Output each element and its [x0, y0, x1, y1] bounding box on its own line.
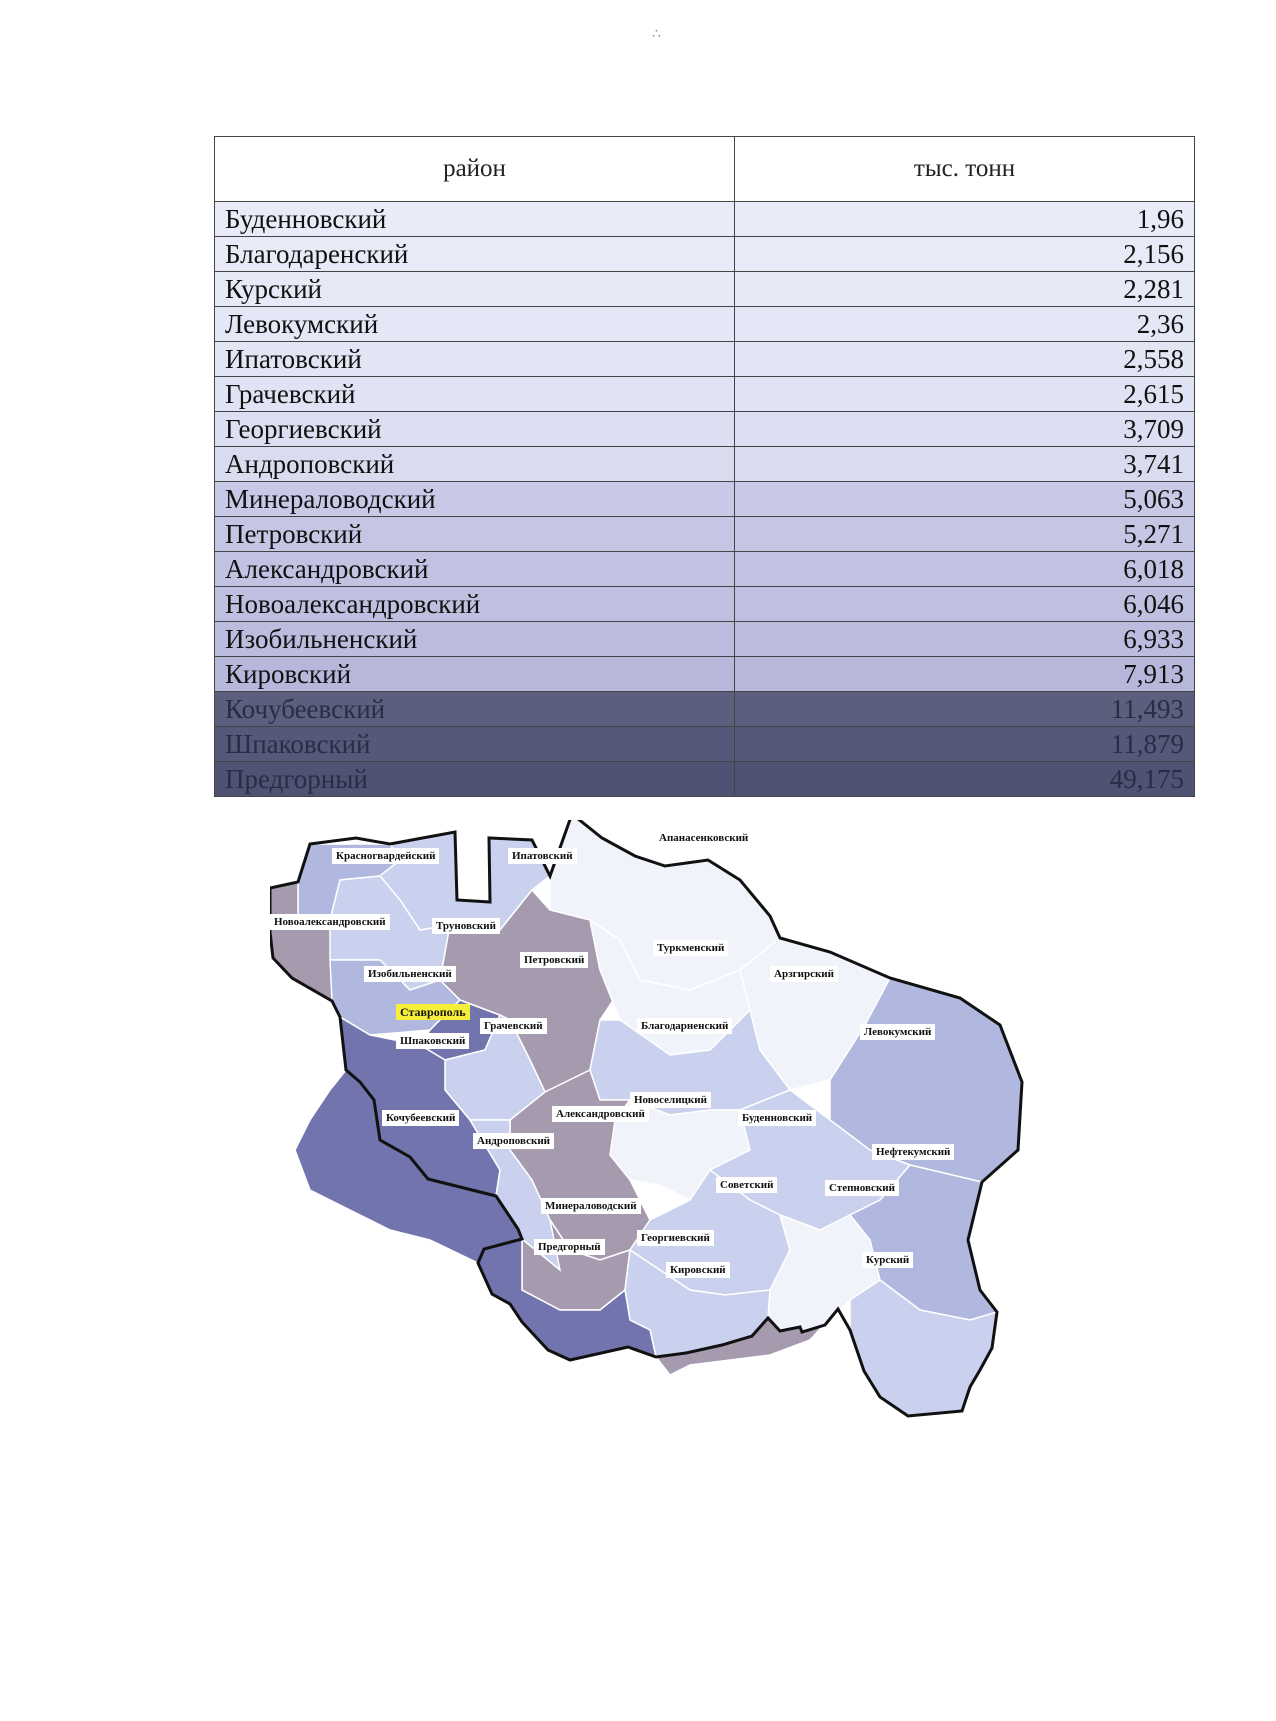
map-label-district: Грачевский — [480, 1018, 547, 1034]
volume-value-cell: 2,281 — [735, 272, 1195, 307]
map-label-district: Левокумский — [860, 1024, 935, 1040]
district-name-cell: Александровский — [215, 552, 735, 587]
volume-value-cell: 49,175 — [735, 762, 1195, 797]
column-header-volume: тыс. тонн — [735, 137, 1195, 202]
map-label-district: Буденновский — [738, 1110, 816, 1126]
district-name-cell: Курский — [215, 272, 735, 307]
table-row — [215, 447, 1195, 482]
table-row — [215, 377, 1195, 412]
map-label-district: Степновский — [825, 1180, 899, 1196]
table-header-row — [215, 137, 1195, 202]
table-row — [215, 587, 1195, 622]
table-body — [215, 202, 1195, 797]
map-label-district: Благодарненский — [637, 1018, 732, 1034]
map-label-district: Петровский — [520, 952, 588, 968]
region-map — [270, 820, 1130, 1460]
map-label-district: Изобильненский — [364, 966, 456, 982]
volume-value-cell: 2,615 — [735, 377, 1195, 412]
region-map-svg — [270, 820, 1130, 1460]
table-row — [215, 692, 1195, 727]
district-name-cell: Кировский — [215, 657, 735, 692]
scan-artifact: ∴ — [652, 27, 661, 42]
volume-value-cell: 2,558 — [735, 342, 1195, 377]
volume-value-cell: 11,879 — [735, 727, 1195, 762]
table-row — [215, 237, 1195, 272]
table-row — [215, 762, 1195, 797]
table-row — [215, 622, 1195, 657]
map-label-district: Апанасенковский — [655, 830, 752, 846]
district-name-cell: Благодаренский — [215, 237, 735, 272]
map-label-district: Ипатовский — [508, 848, 577, 864]
district-name-cell: Петровский — [215, 517, 735, 552]
district-name-cell: Минераловодский — [215, 482, 735, 517]
map-label-district: Нефтекумский — [872, 1144, 954, 1160]
map-label-district: Минераловодский — [541, 1198, 641, 1214]
table-row — [215, 202, 1195, 237]
map-label-district: Красногвардейский — [332, 848, 439, 864]
district-name-cell: Георгиевский — [215, 412, 735, 447]
map-label-district: Георгиевский — [637, 1230, 714, 1246]
volume-value-cell: 11,493 — [735, 692, 1195, 727]
district-volume-table — [214, 136, 1195, 797]
map-label-district: Арзгирский — [770, 966, 838, 982]
table-row — [215, 342, 1195, 377]
district-name-cell: Андроповский — [215, 447, 735, 482]
map-label-district: Курский — [862, 1252, 913, 1268]
map-label-district: Советский — [716, 1177, 777, 1193]
map-label-district: Новоселицкий — [630, 1092, 711, 1108]
district-name-cell: Кочубеевский — [215, 692, 735, 727]
table-row — [215, 517, 1195, 552]
map-label-district: Ставрополь — [396, 1004, 470, 1020]
district-volume-table-container — [214, 136, 1194, 797]
volume-value-cell: 6,046 — [735, 587, 1195, 622]
table-row — [215, 727, 1195, 762]
district-name-cell: Предгорный — [215, 762, 735, 797]
volume-value-cell: 2,156 — [735, 237, 1195, 272]
volume-value-cell: 5,271 — [735, 517, 1195, 552]
district-name-cell: Ипатовский — [215, 342, 735, 377]
volume-value-cell: 3,709 — [735, 412, 1195, 447]
district-name-cell: Изобильненский — [215, 622, 735, 657]
volume-value-cell: 6,018 — [735, 552, 1195, 587]
district-name-cell: Буденновский — [215, 202, 735, 237]
map-label-district: Новоалександровский — [270, 914, 390, 930]
volume-value-cell: 3,741 — [735, 447, 1195, 482]
district-name-cell: Грачевский — [215, 377, 735, 412]
map-label-district: Александровский — [552, 1106, 649, 1122]
map-label-district: Андроповский — [473, 1133, 554, 1149]
table-row — [215, 412, 1195, 447]
column-header-district: район — [215, 137, 735, 202]
volume-value-cell: 1,96 — [735, 202, 1195, 237]
district-name-cell: Шпаковский — [215, 727, 735, 762]
district-name-cell: Новоалександровский — [215, 587, 735, 622]
table-row — [215, 657, 1195, 692]
table-row — [215, 307, 1195, 342]
map-label-district: Шпаковский — [396, 1033, 469, 1049]
volume-value-cell: 2,36 — [735, 307, 1195, 342]
volume-value-cell: 5,063 — [735, 482, 1195, 517]
map-label-district: Туркменский — [653, 940, 728, 956]
table-row — [215, 552, 1195, 587]
table-row — [215, 482, 1195, 517]
volume-value-cell: 7,913 — [735, 657, 1195, 692]
volume-value-cell: 6,933 — [735, 622, 1195, 657]
map-label-district: Труновский — [432, 918, 500, 934]
table-row — [215, 272, 1195, 307]
map-label-district: Кировский — [666, 1262, 730, 1278]
district-name-cell: Левокумский — [215, 307, 735, 342]
map-label-district: Кочубеевский — [382, 1110, 459, 1126]
map-label-district: Предгорный — [534, 1239, 605, 1255]
